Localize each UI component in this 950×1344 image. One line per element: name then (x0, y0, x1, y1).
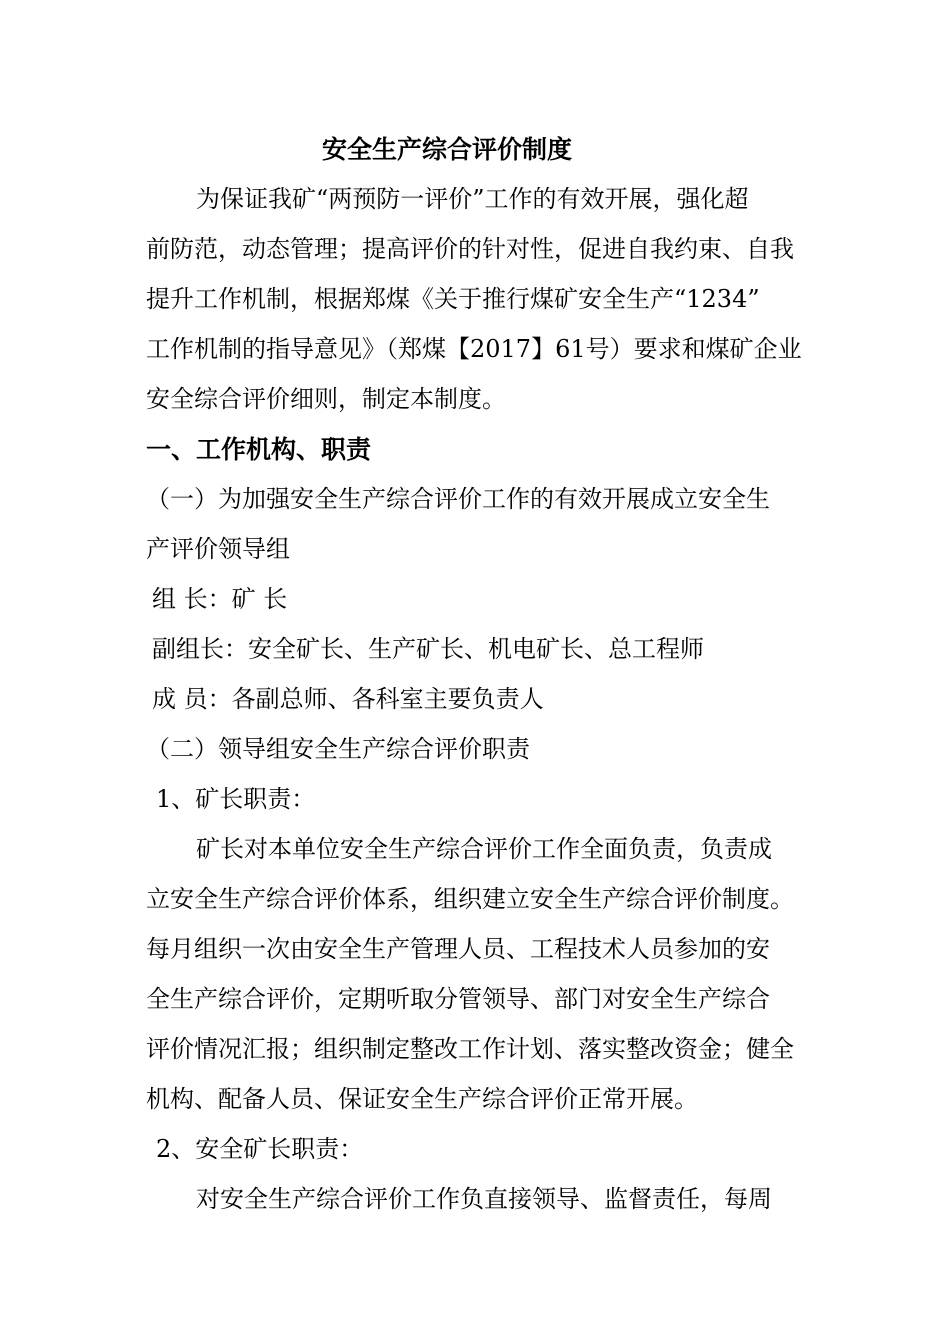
group-leader: 组 长：矿 长 (152, 585, 288, 613)
duty-1-line-3: 每月组织一次由安全生产管理人员、工程技术人员参加的安 (146, 935, 770, 963)
members: 成 员：各副总师、各科室主要负责人 (152, 685, 544, 713)
document-title: 安全生产综合评价制度 (322, 135, 573, 164)
duty-1-line-4: 全生产综合评价，定期听取分管领导、部门对安全生产综合 (146, 985, 770, 1013)
subsection-1-line-2: 产评价领导组 (146, 535, 290, 563)
subsection-1-line-1: （一）为加强安全生产综合评价工作的有效开展成立安全生 (146, 485, 770, 513)
duty-1-heading: 1、矿长职责： (156, 785, 316, 813)
deputy-leaders: 副组长：安全矿长、生产矿长、机电矿长、总工程师 (152, 635, 704, 663)
subsection-2-heading: （二）领导组安全生产综合评价职责 (146, 735, 530, 763)
intro-line-4: 工作机制的指导意见》（郑煤【2017】61号）要求和煤矿企业 (146, 335, 802, 363)
intro-line-2: 前防范，动态管理；提高评价的针对性，促进自我约束、自我 (146, 235, 794, 263)
duty-1-line-6: 机构、配备人员、保证安全生产综合评价正常开展。 (146, 1085, 698, 1113)
section-heading: 一、工作机构、职责 (146, 435, 372, 464)
duty-1-line-5: 评价情况汇报；组织制定整改工作计划、落实整改资金；健全 (146, 1035, 794, 1063)
intro-line-5: 安全综合评价细则，制定本制度。 (146, 385, 506, 413)
duty-1-line-2: 立安全生产综合评价体系，组织建立安全生产综合评价制度。 (146, 885, 794, 913)
intro-line-1: 为保证我矿“两预防一评价”工作的有效开展，强化超 (196, 185, 749, 213)
intro-line-3: 提升工作机制，根据郑煤《关于推行煤矿安全生产“1234” (146, 285, 760, 313)
duty-2-heading: 2、安全矿长职责： (156, 1135, 364, 1163)
duty-2-line-1: 对安全生产综合评价工作负直接领导、监督责任，每周 (196, 1185, 772, 1213)
duty-1-line-1: 矿长对本单位安全生产综合评价工作全面负责，负责成 (196, 835, 772, 863)
